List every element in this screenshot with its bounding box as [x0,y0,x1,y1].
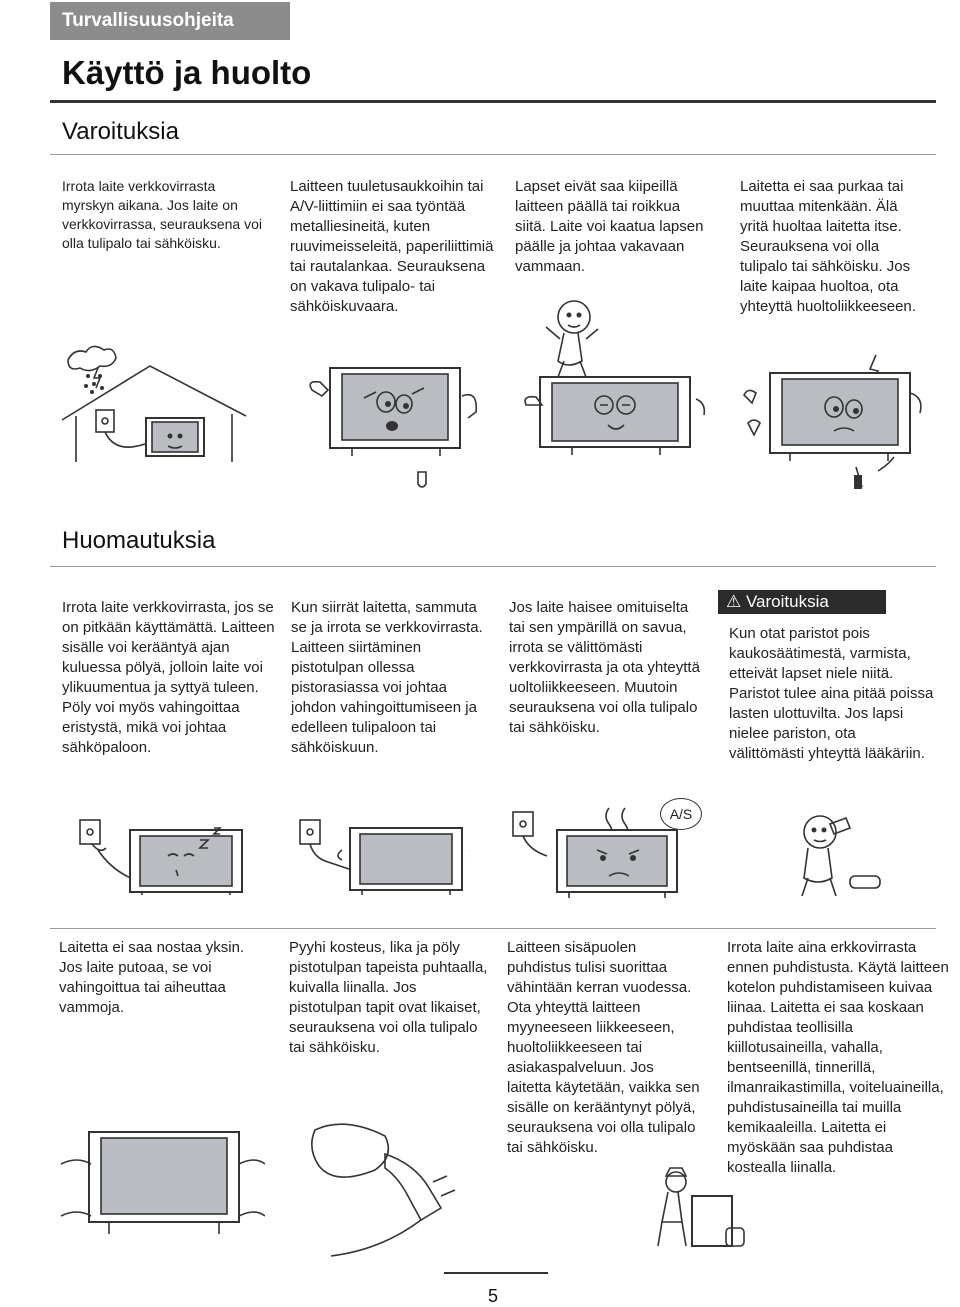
warning-text-2: Laitteen tuuletusaukkoihin tai A/V-liittimiin ei saa työntää metalliesineitä, kuten ruuvimeisseleitä, paperiliittimiä tai rautalankaa. Seurauksena on vakava tulipalo- tai sähköiskuvaara. [290,178,494,315]
battery-warning-text: Kun otat paristot pois kaukosäätimestä, varmista, etteivät lapset niele niitä. Paristot tulee aina pitää poissa lasten ulottuvilta. Jos lapsi nielee pariston, ota välittömästi yhteyttä lääkäriin. [729,625,934,762]
title-rule [50,100,936,103]
tv-lift-illustration [55,1120,265,1245]
battery-warning-label: ⚠ Varoituksia [718,590,886,614]
tv-unplug-sleep-illustration [70,810,250,895]
warnings-heading: Varoituksia [62,118,179,145]
page-title: Käyttö ja huolto [62,54,312,91]
storm-house-illustration [50,340,260,470]
service-label: A/S [660,798,702,830]
more-note-text-2: Pyyhi kosteus, lika ja pöly pistotulpan tapeista puhtaalla, kuivalla liinalla. Jos pistotulpan tapit ovat likaiset, seurauksena voi olla tulipalo tai sähköisku. [289,939,488,1056]
vacuum-technician-illustration [640,1150,750,1260]
tv-disassembly-illustration [730,345,930,500]
more-notes-rule [50,928,936,929]
note-text-1: Irrota laite verkkovirrasta, jos se on pitkään käyttämättä. Laitteen sisälle voi kerääntyä ajan kuluessa pölyä, jolloin laite voi ylikuumentua ja syttyä tuleen. Pöly voi myös vahingoittaa eristystä, mikä voi johtaa sähköpaloon. [62,599,275,756]
notes-rule [50,566,936,567]
child-battery-illustration [770,810,900,905]
note-text-2: Kun siirrät laitetta, sammuta se ja irrota se verkkovirrasta. Laitteen siirtäminen pistotulpan ollessa pistorasiassa voi johtaa johdon vahingoittumiseen ja edelleen tulipaloon tai sähköiskuun. [291,599,483,756]
warning-text-1: Irrota laite verkkovirrasta myrskyn aikana. Jos laite on verkkovirrassa, seurauksena voi olla tulipalo tai sähköisku. [62,178,262,251]
note-text-3: Jos laite haisee omituiselta tai sen ympärillä on savua, irrota se välittömästi verkkovirrasta ja ota yhteyttä uoltoliikkeeseen. Muutoin seurauksena voi olla tulipalo tai sähköisku. [509,599,700,736]
more-note-text-4: Irrota laite aina erkkovirrasta ennen puhdistusta. Käytä laitteen kotelon puhdistamiseen kuivaa liinaa. Laitetta ei saa koskaan puhdistaa teollisilla kiillotusaineilla, vahalla, bentseenillä, tinnerillä, ilmanraikastimilla, voiteluaineilla, puhdistusaineilla tai muilla kemikaaleilla. Laitetta ei myöskään saa puhdistaa kostealla liinalla. [727,939,949,1176]
page-number: 5 [488,1286,499,1306]
more-note-text-1: Laitetta ei saa nostaa yksin. Jos laite putoaa, se voi vahingoittua tai aiheuttaa vammoja. [59,939,245,1016]
footer-rule [444,1272,548,1274]
tv-move-unplug-illustration [290,810,470,895]
notes-heading: Huomautuksia [62,527,216,554]
plug-cleaning-illustration [285,1110,485,1260]
more-note-text-3: Laitteen sisäpuolen puhdistus tulisi suorittaa vähintään kerran vuodessa. Ota yhteyttä laitteen myyneeseen liikkeeseen, huoltoliikkeeseen tai asiakaspalveluun. Jos laitetta käytetään, vaikka sen sisälle on kerääntynyt pölyä, seurauksena voi olla tulipalo tai sähköisku. [507,939,700,1156]
warnings-rule [50,154,936,155]
warning-text-4: Laitetta ei saa purkaa tai muuttaa mitenkään. Älä yritä huoltaa laitetta itse. Seurauksena voi olla tulipalo tai sähköisku. Jos laite kaipaa huoltoa, ota yhteyttä huoltoliikkeeseen. [740,178,916,315]
child-on-tv-illustration [520,295,720,465]
warning-triangle-icon: ⚠ [726,592,746,611]
section-tag: Turvallisuusohjeita [50,2,290,40]
tv-metal-object-illustration [300,360,500,495]
warning-text-3: Lapset eivät saa kiipeillä laitteen päällä tai roikkua siitä. Laite voi kaatua lapsen päälle ja johtaa vakavaan vammaan. [515,178,704,275]
